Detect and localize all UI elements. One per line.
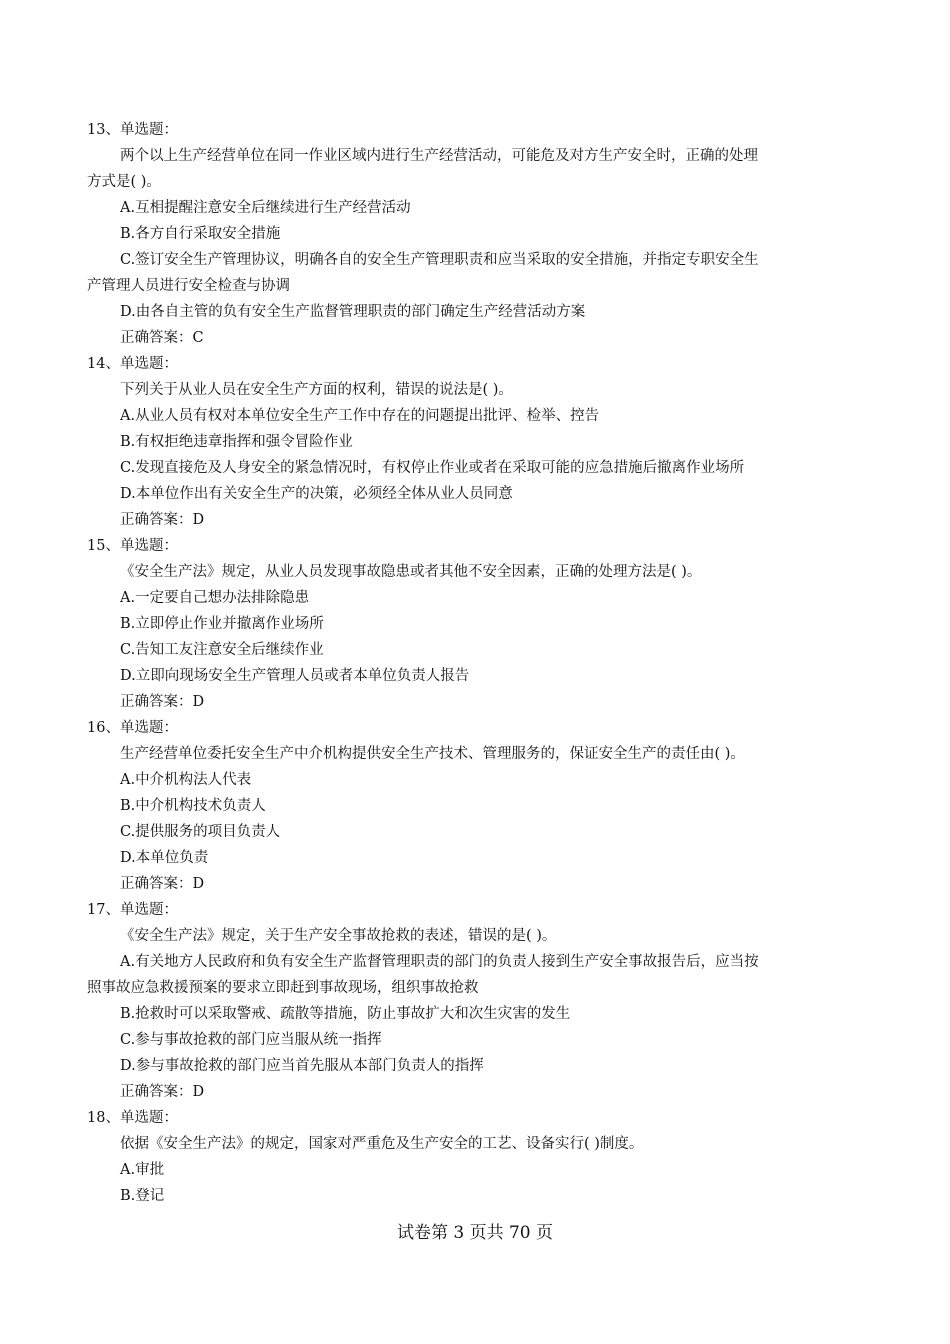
question-16-option-c: C.提供服务的项目负责人 xyxy=(120,824,281,840)
question-13-option-a: A.互相提醒注意安全后继续进行生产经营活动 xyxy=(120,200,411,216)
question-15-option-b: B.立即停止作业并撤离作业场所 xyxy=(120,616,324,632)
question-14-answer: 正确答案：D xyxy=(120,512,205,528)
question-18-option-a: A.审批 xyxy=(120,1162,165,1178)
question-13-stem-line-1: 两个以上生产经营单位在同一作业区域内进行生产经营活动，可能危及对方生产安全时，正确的处理 xyxy=(120,148,758,164)
question-15-answer: 正确答案：D xyxy=(120,694,205,710)
question-15-option-a: A.一定要自己想办法排除隐患 xyxy=(120,590,310,606)
question-13-stem-line-2: 方式是( )。 xyxy=(87,174,161,190)
question-18-option-b: B.登记 xyxy=(120,1188,165,1204)
question-15-option-c: C.告知工友注意安全后继续作业 xyxy=(120,642,324,658)
page-footer: 试卷第 3 页共 70 页 xyxy=(396,1223,554,1243)
question-list xyxy=(87,117,862,1209)
question-17-option-d: D.参与事故抢救的部门应当首先服从本部门负责人的指挥 xyxy=(120,1058,484,1074)
question-17-answer: 正确答案：D xyxy=(120,1084,205,1100)
question-14-option-a: A.从业人员有权对本单位安全生产工作中存在的问题提出批评、检举、控告 xyxy=(120,408,600,424)
question-18-number: 18、单选题： xyxy=(87,1110,178,1126)
question-13-option-b: B.各方自行采取安全措施 xyxy=(120,226,281,242)
question-15-option-d: D.立即向现场安全生产管理人员或者本单位负责人报告 xyxy=(120,668,470,684)
question-15-stem: 《安全生产法》规定，从业人员发现事故隐患或者其他不安全因素，正确的处理方法是( )。 xyxy=(120,564,702,580)
question-16-stem: 生产经营单位委托安全生产中介机构提供安全生产技术、管理服务的，保证安全生产的责任由( )。 xyxy=(120,746,745,762)
question-17-option-b: B.抢救时可以采取警戒、疏散等措施，防止事故扩大和次生灾害的发生 xyxy=(120,1006,571,1022)
question-17-option-a-line-2: 照事故应急救援预案的要求立即赶到事故现场，组织事故抢救 xyxy=(87,980,479,996)
question-13-option-c-line-1: C.签订安全生产管理协议，明确各自的安全生产管理职责和应当采取的安全措施，并指定专职安全生 xyxy=(120,252,759,268)
question-16-answer: 正确答案：D xyxy=(120,876,205,892)
question-16-number: 16、单选题： xyxy=(87,720,178,736)
question-14-option-d: D.本单位作出有关安全生产的决策，必须经全体从业人员同意 xyxy=(120,486,513,502)
question-18-stem: 依据《安全生产法》的规定，国家对严重危及生产安全的工艺、设备实行( )制度。 xyxy=(120,1136,644,1152)
question-13-option-c-line-2: 产管理人员进行安全检查与协调 xyxy=(87,278,290,294)
question-13-answer: 正确答案：C xyxy=(120,330,204,346)
question-14-stem: 下列关于从业人员在安全生产方面的权利，错误的说法是( )。 xyxy=(120,382,513,398)
question-17-option-a-line-1: A.有关地方人民政府和负有安全生产监督管理职责的部门的负责人接到生产安全事故报告后，应当按 xyxy=(120,954,759,970)
question-16-option-b: B.中介机构技术负责人 xyxy=(120,798,266,814)
question-13-option-d: D.由各自主管的负有安全生产监督管理职责的部门确定生产经营活动方案 xyxy=(120,304,586,320)
question-14-option-b: B.有权拒绝违章指挥和强令冒险作业 xyxy=(120,434,353,450)
question-16-option-d: D.本单位负责 xyxy=(120,850,209,866)
question-14-number: 14、单选题： xyxy=(87,356,178,372)
question-17-number: 17、单选题： xyxy=(87,902,178,918)
question-13-number: 13、单选题： xyxy=(87,122,178,138)
question-16-option-a: A.中介机构法人代表 xyxy=(120,772,252,788)
question-15-number: 15、单选题： xyxy=(87,538,178,554)
question-17-option-c: C.参与事故抢救的部门应当服从统一指挥 xyxy=(120,1032,382,1048)
question-17-stem: 《安全生产法》规定，关于生产安全事故抢救的表述，错误的是( )。 xyxy=(120,928,557,944)
question-14-option-c: C.发现直接危及人身安全的紧急情况时，有权停止作业或者在采取可能的应急措施后撤离作业场所 xyxy=(120,460,745,476)
